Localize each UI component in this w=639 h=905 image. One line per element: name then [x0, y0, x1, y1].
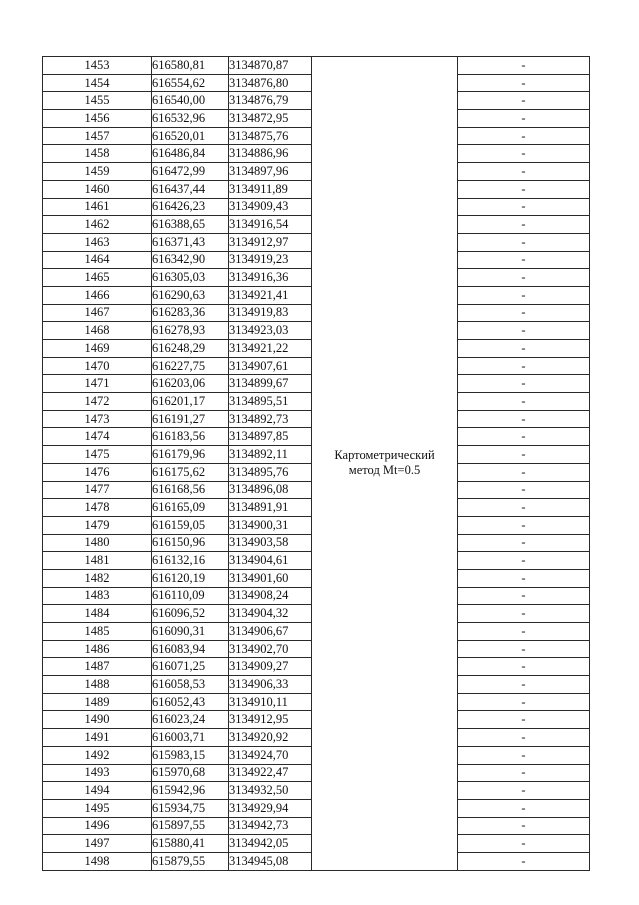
y-coordinate-cell: 3134924,70: [229, 746, 312, 764]
y-coordinate-cell: 3134929,94: [229, 799, 312, 817]
description-cell: -: [458, 623, 590, 641]
y-coordinate-cell: 3134916,54: [229, 216, 312, 234]
point-number-cell: 1482: [43, 569, 152, 587]
point-number-cell: 1474: [43, 428, 152, 446]
point-number-cell: 1473: [43, 410, 152, 428]
point-number-cell: 1488: [43, 676, 152, 694]
x-coordinate-cell: 616472,99: [152, 163, 229, 181]
y-coordinate-cell: 3134896,08: [229, 481, 312, 499]
description-cell: -: [458, 145, 590, 163]
y-coordinate-cell: 3134897,85: [229, 428, 312, 446]
y-coordinate-cell: 3134895,76: [229, 463, 312, 481]
x-coordinate-cell: 616110,09: [152, 587, 229, 605]
x-coordinate-cell: 616437,44: [152, 180, 229, 198]
x-coordinate-cell: 616290,63: [152, 286, 229, 304]
x-coordinate-cell: 616554,62: [152, 74, 229, 92]
y-coordinate-cell: 3134912,97: [229, 233, 312, 251]
x-coordinate-cell: 615934,75: [152, 799, 229, 817]
y-coordinate-cell: 3134906,33: [229, 676, 312, 694]
x-coordinate-cell: 616227,75: [152, 357, 229, 375]
x-coordinate-cell: 616371,43: [152, 233, 229, 251]
method-cell: [312, 57, 458, 871]
point-number-cell: 1478: [43, 499, 152, 517]
point-number-cell: 1467: [43, 304, 152, 322]
description-cell: -: [458, 357, 590, 375]
y-coordinate-cell: 3134916,36: [229, 269, 312, 287]
y-coordinate-cell: 3134897,96: [229, 163, 312, 181]
x-coordinate-cell: 616052,43: [152, 693, 229, 711]
point-number-cell: 1469: [43, 340, 152, 358]
x-coordinate-cell: 616532,96: [152, 110, 229, 128]
description-cell: -: [458, 516, 590, 534]
description-cell: -: [458, 693, 590, 711]
coordinates-table-body: [43, 57, 590, 871]
y-coordinate-cell: 3134895,51: [229, 393, 312, 411]
point-number-cell: 1480: [43, 534, 152, 552]
point-number-cell: 1484: [43, 605, 152, 623]
point-number-cell: 1472: [43, 393, 152, 411]
y-coordinate-cell: 3134942,73: [229, 817, 312, 835]
y-coordinate-cell: 3134932,50: [229, 782, 312, 800]
x-coordinate-cell: 615983,15: [152, 746, 229, 764]
y-coordinate-cell: 3134876,79: [229, 92, 312, 110]
x-coordinate-cell: 616580,81: [152, 57, 229, 75]
description-cell: -: [458, 127, 590, 145]
y-coordinate-cell: 3134920,92: [229, 729, 312, 747]
y-coordinate-cell: 3134903,58: [229, 534, 312, 552]
x-coordinate-cell: 616342,90: [152, 251, 229, 269]
description-cell: -: [458, 746, 590, 764]
description-cell: -: [458, 711, 590, 729]
point-number-cell: 1492: [43, 746, 152, 764]
y-coordinate-cell: 3134872,95: [229, 110, 312, 128]
point-number-cell: 1459: [43, 163, 152, 181]
description-cell: -: [458, 410, 590, 428]
x-coordinate-cell: 616183,56: [152, 428, 229, 446]
x-coordinate-cell: 616165,09: [152, 499, 229, 517]
x-coordinate-cell: 616203,06: [152, 375, 229, 393]
description-cell: -: [458, 640, 590, 658]
point-number-cell: 1490: [43, 711, 152, 729]
description-cell: -: [458, 481, 590, 499]
y-coordinate-cell: 3134906,67: [229, 623, 312, 641]
y-coordinate-cell: 3134891,91: [229, 499, 312, 517]
y-coordinate-cell: 3134899,67: [229, 375, 312, 393]
description-cell: -: [458, 340, 590, 358]
description-cell: -: [458, 499, 590, 517]
method-label-line1: Картометрический: [334, 448, 435, 463]
description-cell: -: [458, 552, 590, 570]
description-cell: -: [458, 463, 590, 481]
x-coordinate-cell: 615880,41: [152, 835, 229, 853]
x-coordinate-cell: 616248,29: [152, 340, 229, 358]
coordinates-table: [42, 56, 590, 871]
y-coordinate-cell: 3134902,70: [229, 640, 312, 658]
point-number-cell: 1462: [43, 216, 152, 234]
point-number-cell: 1465: [43, 269, 152, 287]
point-number-cell: 1460: [43, 180, 152, 198]
description-cell: -: [458, 304, 590, 322]
description-cell: -: [458, 163, 590, 181]
y-coordinate-cell: 3134904,61: [229, 552, 312, 570]
y-coordinate-cell: 3134875,76: [229, 127, 312, 145]
description-cell: -: [458, 92, 590, 110]
point-number-cell: 1457: [43, 127, 152, 145]
y-coordinate-cell: 3134911,89: [229, 180, 312, 198]
description-cell: -: [458, 375, 590, 393]
x-coordinate-cell: 616083,94: [152, 640, 229, 658]
description-cell: -: [458, 322, 590, 340]
description-cell: -: [458, 446, 590, 464]
point-number-cell: 1494: [43, 782, 152, 800]
y-coordinate-cell: 3134923,03: [229, 322, 312, 340]
x-coordinate-cell: 616175,62: [152, 463, 229, 481]
y-coordinate-cell: 3134907,61: [229, 357, 312, 375]
x-coordinate-cell: 615879,55: [152, 852, 229, 870]
description-cell: -: [458, 216, 590, 234]
x-coordinate-cell: 616058,53: [152, 676, 229, 694]
x-coordinate-cell: 616278,93: [152, 322, 229, 340]
description-cell: -: [458, 534, 590, 552]
method-label-line2: метод Mt=0.5: [348, 463, 421, 478]
x-coordinate-cell: 615942,96: [152, 782, 229, 800]
y-coordinate-cell: 3134892,73: [229, 410, 312, 428]
point-number-cell: 1487: [43, 658, 152, 676]
y-coordinate-cell: 3134921,41: [229, 286, 312, 304]
description-cell: -: [458, 569, 590, 587]
y-coordinate-cell: 3134876,80: [229, 74, 312, 92]
description-cell: -: [458, 269, 590, 287]
description-cell: -: [458, 198, 590, 216]
description-cell: -: [458, 782, 590, 800]
point-number-cell: 1455: [43, 92, 152, 110]
y-coordinate-cell: 3134922,47: [229, 764, 312, 782]
x-coordinate-cell: 616201,17: [152, 393, 229, 411]
description-cell: -: [458, 587, 590, 605]
x-coordinate-cell: 616023,24: [152, 711, 229, 729]
x-coordinate-cell: 615970,68: [152, 764, 229, 782]
point-number-cell: 1497: [43, 835, 152, 853]
point-number-cell: 1463: [43, 233, 152, 251]
x-coordinate-cell: 616520,01: [152, 127, 229, 145]
x-coordinate-cell: 616191,27: [152, 410, 229, 428]
point-number-cell: 1496: [43, 817, 152, 835]
x-coordinate-cell: 616096,52: [152, 605, 229, 623]
point-number-cell: 1485: [43, 623, 152, 641]
y-coordinate-cell: 3134904,32: [229, 605, 312, 623]
x-coordinate-cell: 616003,71: [152, 729, 229, 747]
description-cell: -: [458, 817, 590, 835]
point-number-cell: 1493: [43, 764, 152, 782]
y-coordinate-cell: 3134886,96: [229, 145, 312, 163]
description-cell: -: [458, 180, 590, 198]
description-cell: -: [458, 251, 590, 269]
x-coordinate-cell: 616486,84: [152, 145, 229, 163]
point-number-cell: 1477: [43, 481, 152, 499]
point-number-cell: 1464: [43, 251, 152, 269]
y-coordinate-cell: 3134908,24: [229, 587, 312, 605]
point-number-cell: 1468: [43, 322, 152, 340]
description-cell: -: [458, 233, 590, 251]
x-coordinate-cell: 616120,19: [152, 569, 229, 587]
point-number-cell: 1486: [43, 640, 152, 658]
point-number-cell: 1489: [43, 693, 152, 711]
x-coordinate-cell: 616305,03: [152, 269, 229, 287]
y-coordinate-cell: 3134901,60: [229, 569, 312, 587]
x-coordinate-cell: 616150,96: [152, 534, 229, 552]
description-cell: -: [458, 676, 590, 694]
point-number-cell: 1466: [43, 286, 152, 304]
x-coordinate-cell: 616132,16: [152, 552, 229, 570]
description-cell: -: [458, 57, 590, 75]
x-coordinate-cell: 615897,55: [152, 817, 229, 835]
description-cell: -: [458, 658, 590, 676]
y-coordinate-cell: 3134912,95: [229, 711, 312, 729]
description-cell: -: [458, 74, 590, 92]
y-coordinate-cell: 3134909,43: [229, 198, 312, 216]
point-number-cell: 1453: [43, 57, 152, 75]
table-row: [43, 57, 590, 75]
x-coordinate-cell: 616540,00: [152, 92, 229, 110]
description-cell: -: [458, 799, 590, 817]
y-coordinate-cell: 3134919,83: [229, 304, 312, 322]
x-coordinate-cell: 616159,05: [152, 516, 229, 534]
y-coordinate-cell: 3134910,11: [229, 693, 312, 711]
y-coordinate-cell: 3134945,08: [229, 852, 312, 870]
point-number-cell: 1471: [43, 375, 152, 393]
y-coordinate-cell: 3134909,27: [229, 658, 312, 676]
y-coordinate-cell: 3134892,11: [229, 446, 312, 464]
y-coordinate-cell: 3134900,31: [229, 516, 312, 534]
point-number-cell: 1495: [43, 799, 152, 817]
x-coordinate-cell: 616179,96: [152, 446, 229, 464]
point-number-cell: 1481: [43, 552, 152, 570]
point-number-cell: 1479: [43, 516, 152, 534]
description-cell: -: [458, 605, 590, 623]
y-coordinate-cell: 3134919,23: [229, 251, 312, 269]
x-coordinate-cell: 616283,36: [152, 304, 229, 322]
description-cell: -: [458, 428, 590, 446]
point-number-cell: 1458: [43, 145, 152, 163]
x-coordinate-cell: 616426,23: [152, 198, 229, 216]
point-number-cell: 1454: [43, 74, 152, 92]
description-cell: -: [458, 729, 590, 747]
description-cell: -: [458, 835, 590, 853]
description-cell: -: [458, 393, 590, 411]
description-cell: -: [458, 110, 590, 128]
point-number-cell: 1498: [43, 852, 152, 870]
y-coordinate-cell: 3134942,05: [229, 835, 312, 853]
x-coordinate-cell: 616388,65: [152, 216, 229, 234]
point-number-cell: 1456: [43, 110, 152, 128]
point-number-cell: 1476: [43, 463, 152, 481]
x-coordinate-cell: 616071,25: [152, 658, 229, 676]
description-cell: -: [458, 286, 590, 304]
description-cell: -: [458, 852, 590, 870]
point-number-cell: 1491: [43, 729, 152, 747]
x-coordinate-cell: 616090,31: [152, 623, 229, 641]
y-coordinate-cell: 3134870,87: [229, 57, 312, 75]
y-coordinate-cell: 3134921,22: [229, 340, 312, 358]
x-coordinate-cell: 616168,56: [152, 481, 229, 499]
description-cell: -: [458, 764, 590, 782]
point-number-cell: 1475: [43, 446, 152, 464]
point-number-cell: 1470: [43, 357, 152, 375]
point-number-cell: 1461: [43, 198, 152, 216]
point-number-cell: 1483: [43, 587, 152, 605]
